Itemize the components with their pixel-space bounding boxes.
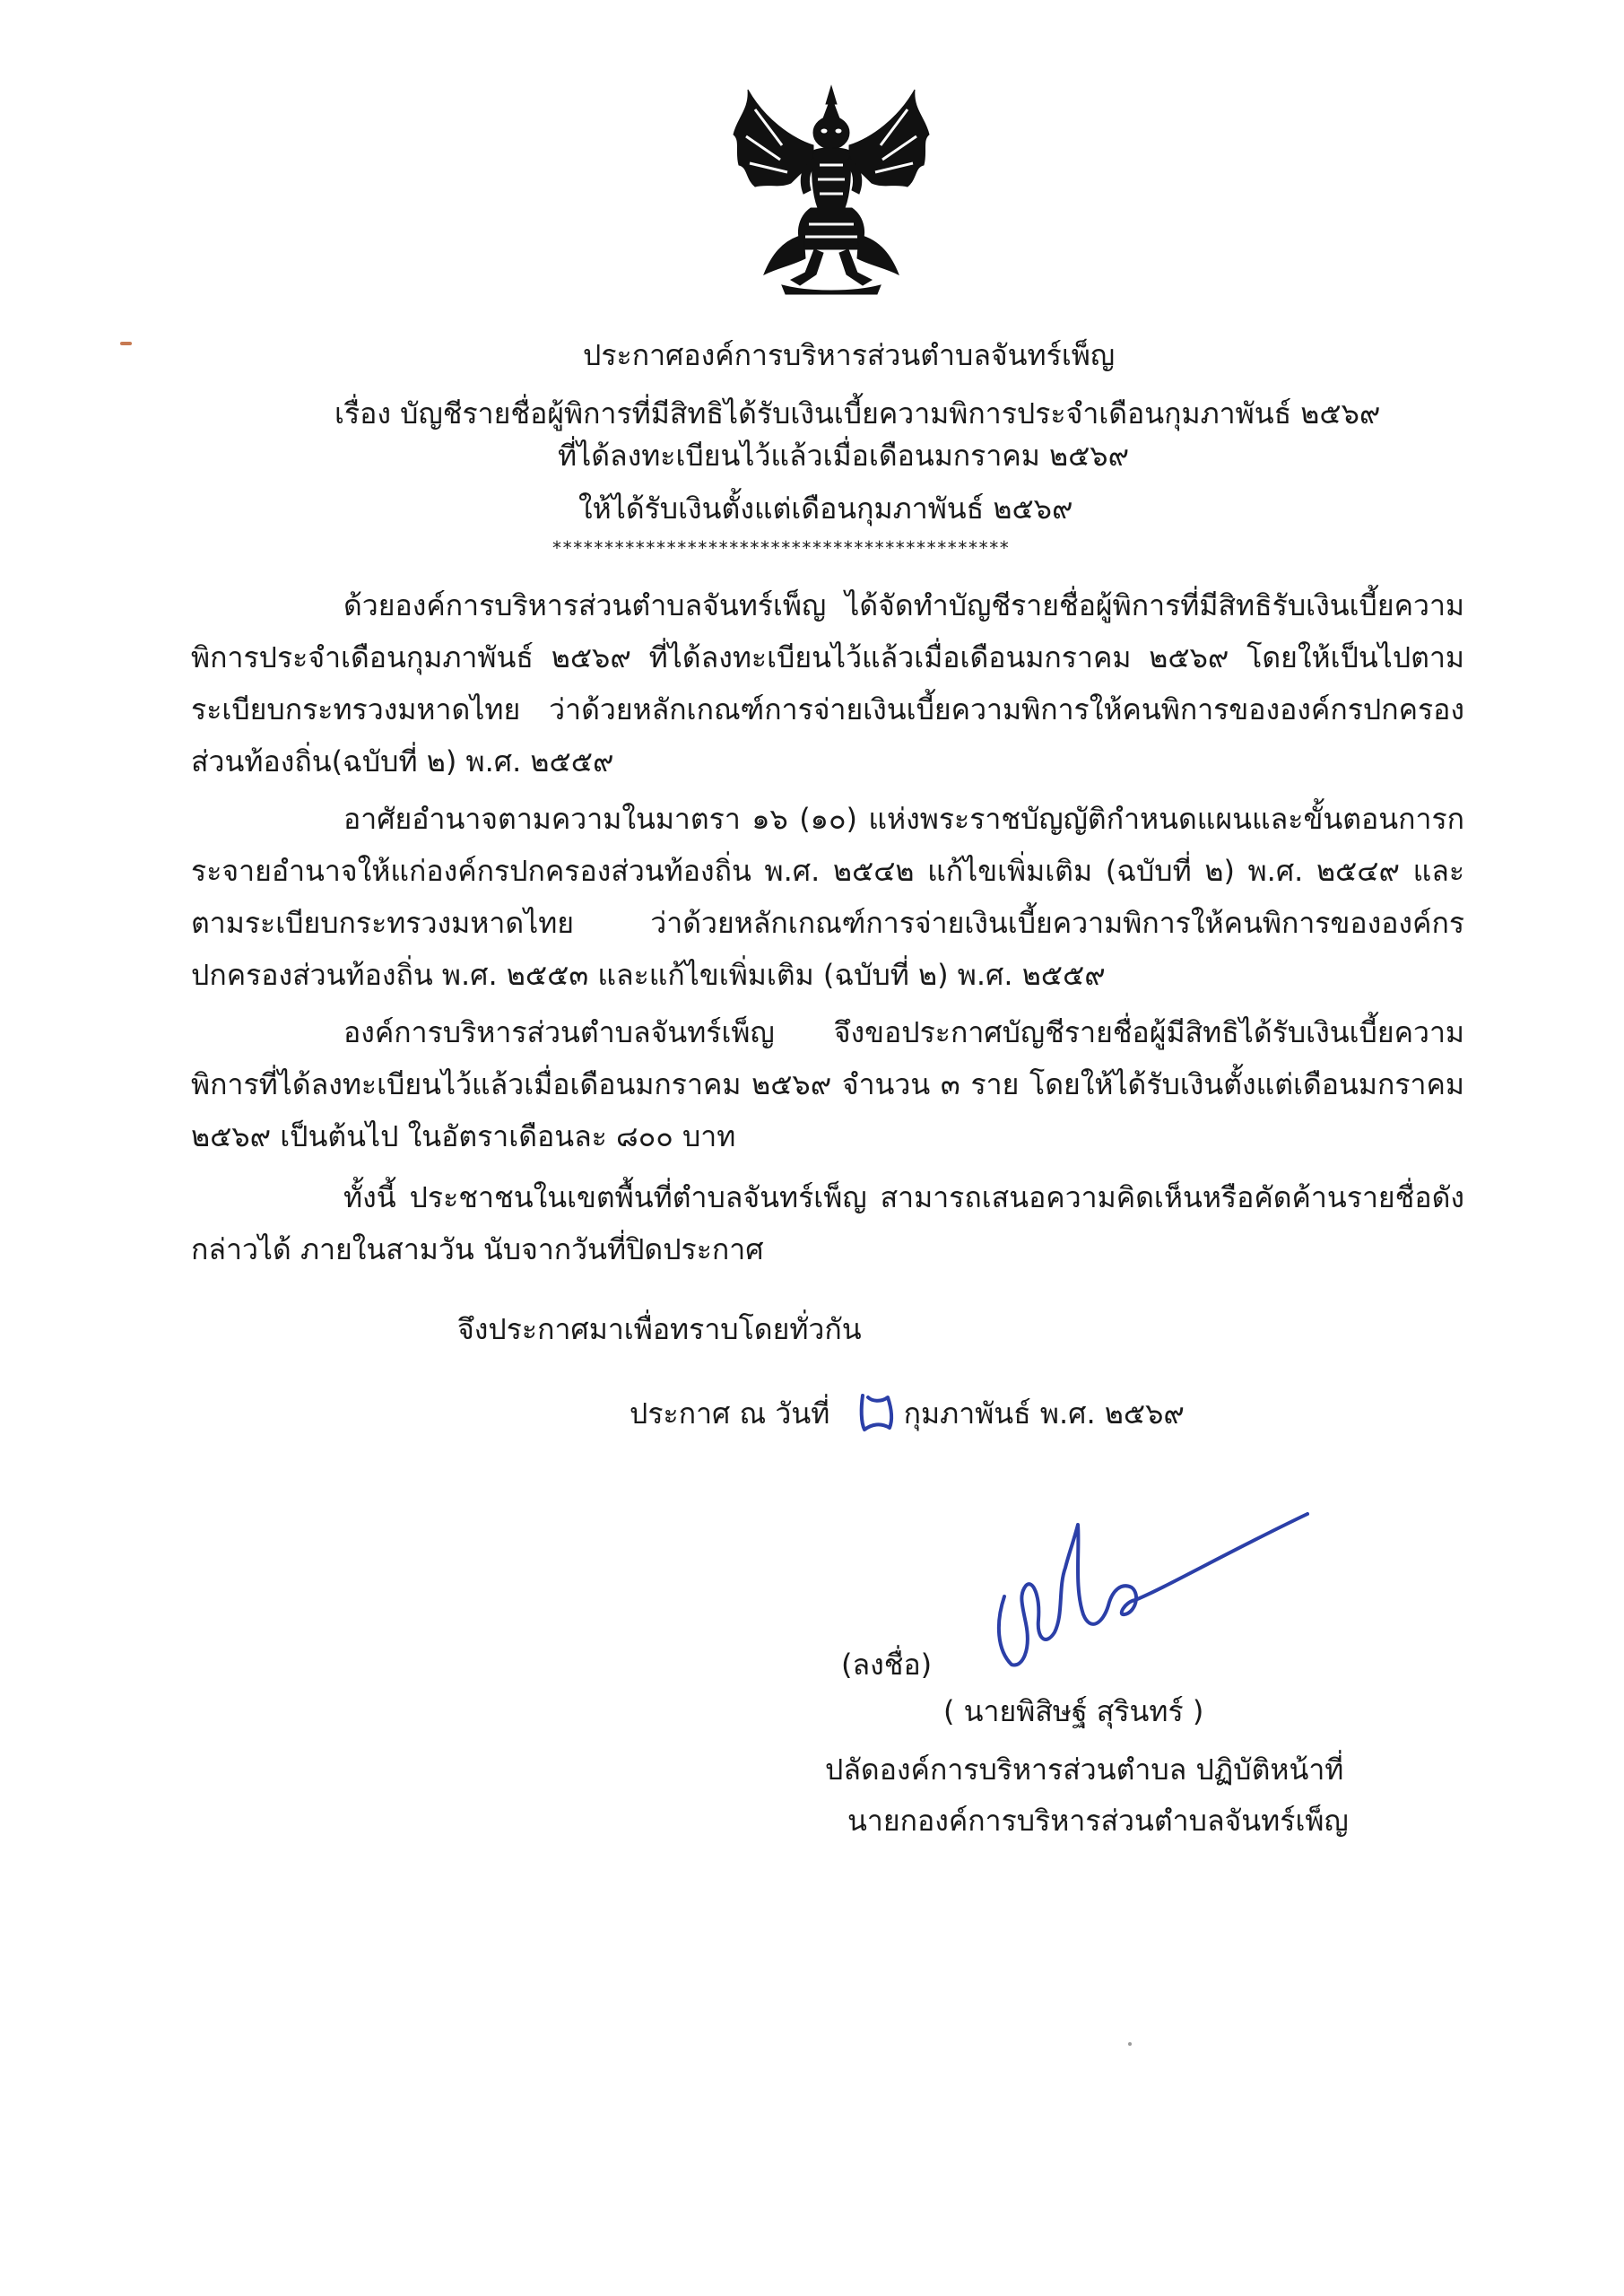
paragraph-1-text: ด้วยองค์การบริหารส่วนตำบลจันทร์เพ็ญ ได้จัดทำบัญชีรายชื่อผู้พิการที่มีสิทธิรับเงินเบี้ยความพิการประจำเดือนกุมภาพันธ์ ๒๕๖๙ ที่ได้ลงทะเบียนไว้แล้วเมื่อเดือนมกราคม ๒๕๖๙ โดยให้เป็นไปตามระเบียบกระทรวงมหาดไทย ว่าด้วยหลักเกณฑ์การจ่ายเงินเบี้ยความพิการให้คนพิการขององค์กรปกครองส่วนท้องถิ่น(ฉบับที่ ๒) พ.ศ. ๒๕๕๙: [191, 588, 1464, 778]
announcement-title: ประกาศองค์การบริหารส่วนตำบลจันทร์เพ็ญ: [583, 338, 1116, 372]
registration-line: ที่ได้ลงทะเบียนไว้แล้วเมื่อเดือนมกราคม ๒๕๖๙: [558, 439, 1130, 473]
paragraph-2-text: อาศัยอำนาจตามความในมาตรา ๑๖ (๑๐) แห่งพระราชบัญญัติกำหนดแผนและขั้นตอนการกระจายอำนาจให้แก่องค์กรปกครองส่วนท้องถิ่น พ.ศ. ๒๕๔๒ แก้ไขเพิ่มเติม (ฉบับที่ ๒) พ.ศ. ๒๕๔๙ และตามระเบียบกระทรวงมหาดไทย ว่าด้วยหลักเกณฑ์การจ่ายเงินเบี้ยความพิการให้คนพิการขององค์กรปกครองส่วนท้องถิ่น พ.ศ. ๒๕๕๓ และแก้ไขเพิ่มเติม (ฉบับที่ ๒) พ.ศ. ๒๕๕๙: [191, 802, 1464, 992]
announcement-date: [630, 1396, 1185, 1431]
closing-statement: จึงประกาศมาเพื่อทราบโดยทั่วกัน: [457, 1312, 862, 1346]
paragraph-4-text: ทั้งนี้ ประชาชนในเขตพื้นที่ตำบลจันทร์เพ็ญ สามารถเสนอความคิดเห็นหรือคัดค้านรายชื่อดังกล่าวได้ ภายในสามวัน นับจากวันที่ปิดประกาศ: [191, 1180, 1464, 1266]
handwritten-signature: [933, 1489, 1309, 1686]
date-prefix: ประกาศ ณ วันที่: [630, 1396, 830, 1431]
garuda-emblem-icon: [728, 83, 934, 296]
paragraph-2: [191, 793, 1464, 1001]
signer-position-2: นายกองค์การบริหารส่วนตำบลจันทร์เพ็ญ: [847, 1804, 1349, 1838]
stray-ink-mark: [120, 342, 132, 345]
paragraph-1: [191, 579, 1464, 787]
scan-speck: [1128, 2042, 1132, 2046]
payment-start-line: ให้ได้รับเงินตั้งแต่เดือนกุมภาพันธ์ ๒๕๖๙: [578, 491, 1073, 526]
signer-position-1: ปลัดองค์การบริหารส่วนตำบล ปฏิบัติหน้าที่: [825, 1752, 1344, 1787]
signature-label: (ลงชื่อ): [841, 1648, 933, 1682]
announcement-subject: เรื่อง บัญชีรายชื่อผู้พิการที่มีสิทธิได้รับเงินเบี้ยความพิการประจำเดือนกุมภาพันธ์ ๒๕๖๙: [334, 396, 1381, 430]
signer-name: ( นายพิสิษฐ์ สุรินทร์ ): [943, 1694, 1204, 1728]
paragraph-3: [191, 1006, 1464, 1162]
date-suffix: กุมภาพันธ์ พ.ศ. ๒๕๖๙: [903, 1396, 1185, 1431]
separator-line: ********************************************: [552, 537, 1011, 559]
paragraph-3-text: องค์การบริหารส่วนตำบลจันทร์เพ็ญ จึงขอประกาศบัญชีรายชื่อผู้มีสิทธิได้รับเงินเบี้ยความพิการที่ได้ลงทะเบียนไว้แล้วเมื่อเดือนมกราคม ๒๕๖๙ จำนวน ๓ ราย โดยให้ได้รับเงินตั้งแต่เดือนมกราคม ๒๕๖๙ เป็นต้นไป ในอัตราเดือนละ ๘๐๐ บาท: [191, 1015, 1464, 1153]
paragraph-4: [191, 1171, 1464, 1275]
handwritten-day-numeral: [854, 1388, 899, 1435]
